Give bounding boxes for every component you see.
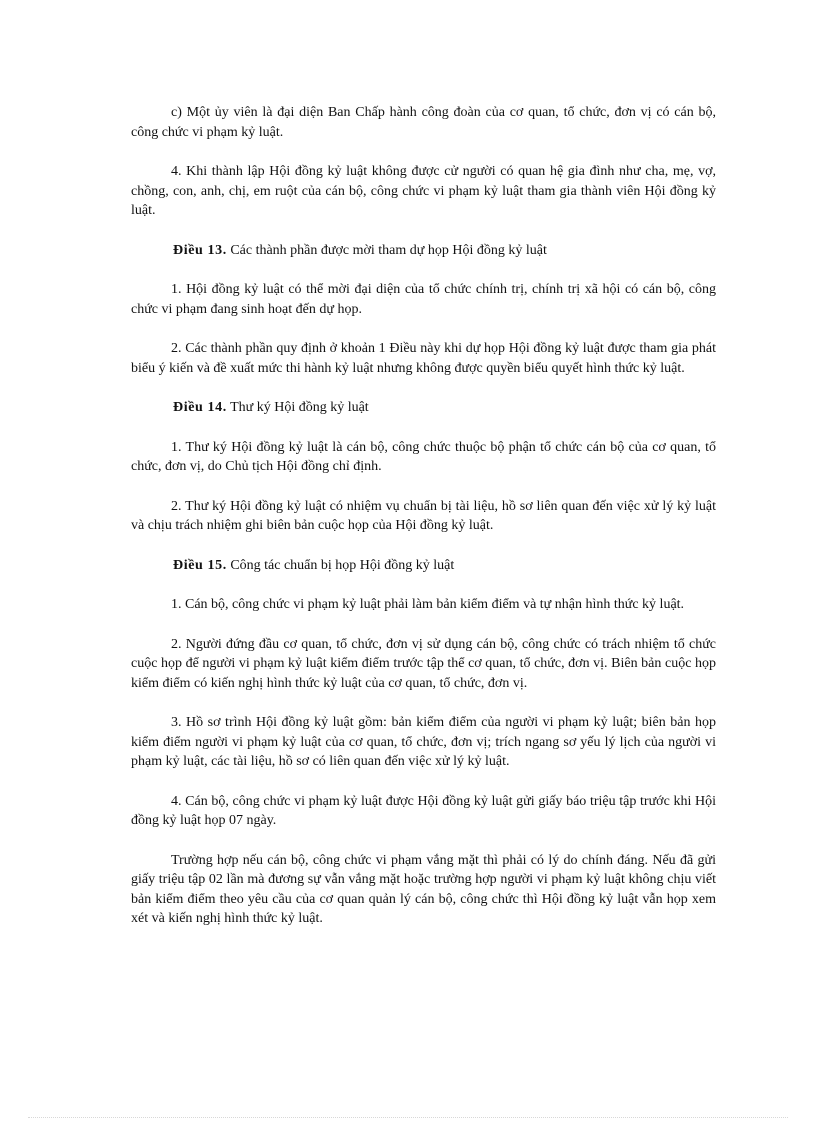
page-bottom-divider [28, 1117, 788, 1118]
paragraph-article-15-clause-3: 3. Hồ sơ trình Hội đồng kỷ luật gồm: bản kiểm điểm của người vi phạm kỷ luật; biên bản họp kiểm điểm người vi phạm kỷ luật của cơ quan, tổ chức, đơn vị; trích ngang sơ yếu lý lịch của người vi phạm kỷ luật, các tài liệu, hồ sơ có liên quan đến việc xử lý kỷ luật. [131, 715, 716, 769]
article-14-number: Điều 14. [173, 400, 227, 415]
article-13-heading [131, 241, 716, 261]
article-13-number: Điều 13. [173, 242, 227, 258]
paragraph-article-14-clause-2: 2. Thư ký Hội đồng kỷ luật có nhiệm vụ chuẩn bị tài liệu, hồ sơ liên quan đến việc xử lý kỷ luật và chịu trách nhiệm ghi biên bản cuộc họp của Hội đồng kỷ luật. [131, 498, 716, 533]
article-15-title: Công tác chuẩn bị họp Hội đồng kỷ luật [230, 557, 455, 573]
paragraph-article-14-clause-1: 1. Thư ký Hội đồng kỷ luật là cán bộ, công chức thuộc bộ phận tổ chức cán bộ của cơ quan, tổ chức, đơn vị, do Chủ tịch Hội đồng chỉ định. [131, 439, 716, 474]
paragraph-article-13-clause-2: 2. Các thành phần quy định ở khoản 1 Điều này khi dự họp Hội đồng kỷ luật được tham gia phát biểu ý kiến và đề xuất mức thi hành kỷ luật nhưng không được quyền biểu quyết hình thức kỷ luật. [131, 341, 716, 376]
paragraph-article-15-absence: Trường hợp nếu cán bộ, công chức vi phạm vắng mặt thì phải có lý do chính đáng. Nếu đã gửi giấy triệu tập 02 lần mà đương sự vẫn vắng mặt hoặc trường hợp người vi phạm kỷ luật không chịu viết bản kiểm điểm theo yêu cầu của cơ quan quản lý cán bộ, công chức thì Hội đồng kỷ luật vẫn họp xem xét và kiến nghị hình thức kỷ luật. [131, 852, 716, 926]
paragraph-article-15-clause-4: 4. Cán bộ, công chức vi phạm kỷ luật được Hội đồng kỷ luật gửi giấy báo triệu tập trước khi Hội đồng kỷ luật họp 07 ngày. [131, 793, 716, 828]
paragraph-clause-c: c) Một ủy viên là đại diện Ban Chấp hành công đoàn của cơ quan, tổ chức, đơn vị có cán bộ, công chức vi phạm kỷ luật. [131, 105, 716, 140]
article-14-title: Thư ký Hội đồng kỷ luật [230, 400, 369, 415]
paragraph-clause-4: 4. Khi thành lập Hội đồng kỷ luật không được cử người có quan hệ gia đình như cha, mẹ, vợ, chồng, con, anh, chị, em ruột của cán bộ, công chức vi phạm kỷ luật tham gia thành viên Hội đồng kỷ luật. [131, 164, 716, 218]
document-page [131, 103, 716, 949]
paragraph-article-13-clause-1: 1. Hội đồng kỷ luật có thể mời đại diện của tổ chức chính trị, chính trị xã hội có cán bộ, công chức vi phạm đang sinh hoạt đến dự họp. [131, 282, 716, 317]
article-14-heading [131, 398, 716, 418]
article-15-number: Điều 15. [173, 557, 227, 573]
paragraph-article-15-clause-1: 1. Cán bộ, công chức vi phạm kỷ luật phải làm bản kiểm điểm và tự nhận hình thức kỷ luật. [171, 597, 685, 612]
paragraph-article-15-clause-2: 2. Người đứng đầu cơ quan, tổ chức, đơn vị sử dụng cán bộ, công chức có trách nhiệm tổ chức cuộc họp để người vi phạm kỷ luật kiểm điểm trước tập thể cơ quan, tổ chức, đơn vị. Biên bản cuộc họp kiểm điểm có kiến nghị hình thức kỷ luật của cơ quan, tổ chức, đơn vị. [131, 636, 716, 691]
article-13-title: Các thành phần được mời tham dự họp Hội đồng kỷ luật [230, 242, 547, 258]
article-15-heading [131, 556, 716, 576]
